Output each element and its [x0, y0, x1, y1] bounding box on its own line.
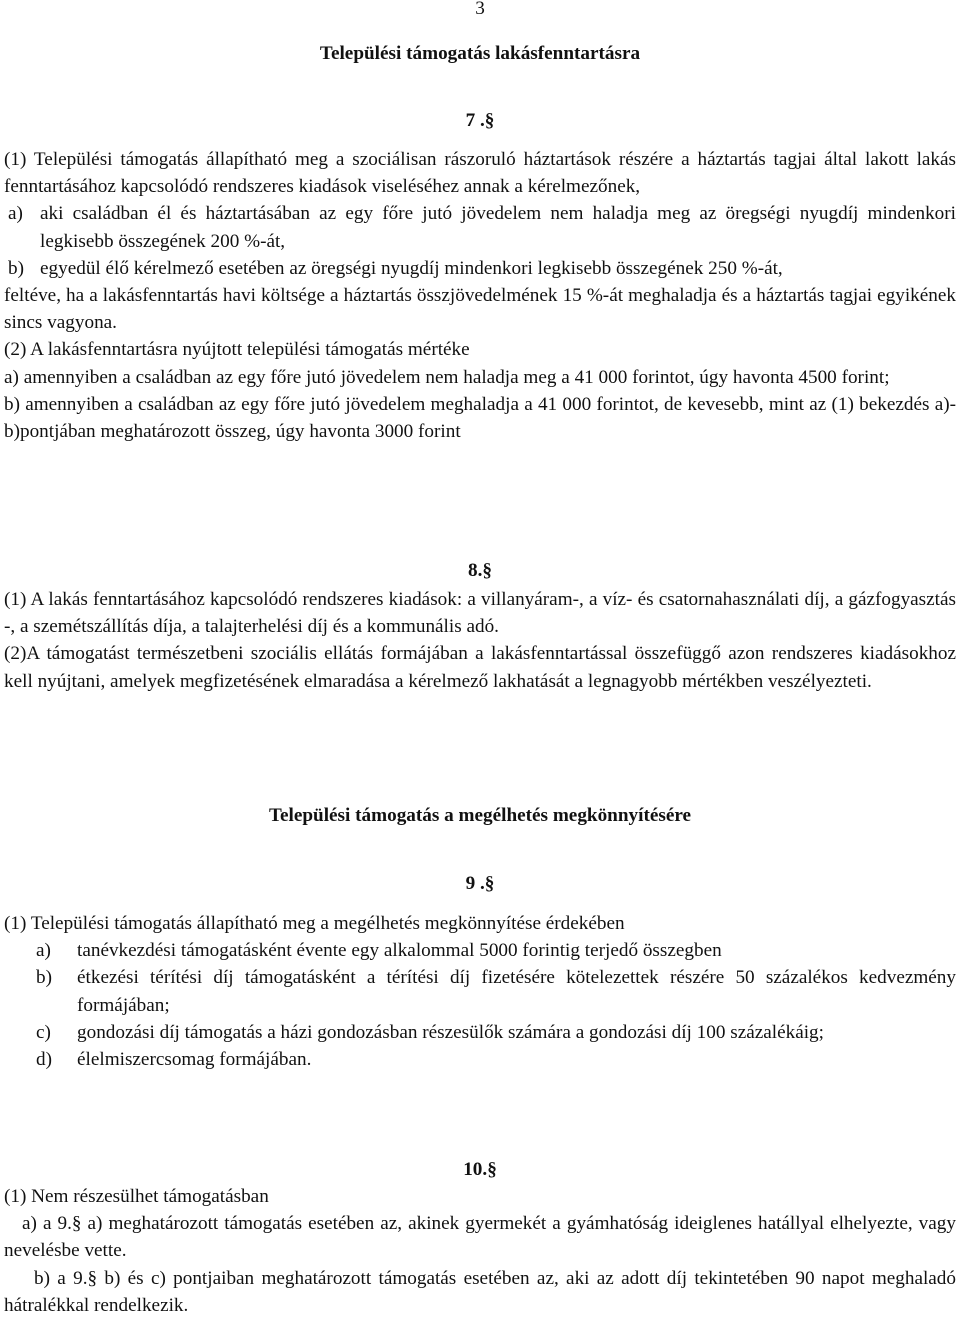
item-label: c) [36, 1021, 51, 1043]
item-text: tanévkezdési támogatásként évente egy alkalommal 5000 forintig terjedő összegben [77, 940, 722, 962]
item-label: a) [36, 940, 51, 962]
item-label: b) [36, 967, 52, 989]
item-text: gondozási díj támogatás a házi gondozásban részesülők számára a gondozási díj 100 százalékáig; [77, 1021, 824, 1043]
paragraph-9-item-a [4, 937, 956, 964]
paragraph-7-item-a [4, 200, 956, 254]
paragraph-7-heading: 7 .§ [465, 110, 495, 131]
paragraph-8-clause-2: (2)A támogatást természetbeni szociális ellátás formájában a lakásfenntartással összefüggő azon rendszeres kiadásokhoz kell nyújtani, amelyek megfizetésének elmaradása a kérelmező lakhatását a legnagyobb mértékben veszélyezteti. [4, 643, 956, 692]
paragraph-9-item-d [4, 1046, 956, 1073]
paragraph-7-clause-2a: a) amennyiben a családban az egy főre jutó jövedelem nem haladja meg a 41 000 forintot, úgy havonta 4500 forint; [4, 366, 890, 388]
paragraph-9-body [4, 910, 956, 1073]
paragraph-8-clause-1: (1) A lakás fenntartásához kapcsolódó rendszeres kiadások: a villanyáram-, a víz- és csatornahasználati díj, a gázfogyasztás -, a szemétszállítás díja, a talajterhelési díj és a kommunális adó. [4, 589, 956, 638]
item-label: d) [36, 1049, 52, 1071]
paragraph-7-clause-2b: b) amennyiben a családban az egy főre jutó jövedelem meghaladja a 41 000 forintot, de kevesebb, mint az (1) bekezdés a)-b)pontjában meghatározott összeg, úgy havonta 3000 forint [4, 393, 956, 443]
paragraph-8-heading: 8.§ [468, 560, 492, 581]
paragraph-7-clause-2: (2) A lakásfenntartásra nyújtott települési támogatás mértéke [4, 339, 470, 361]
paragraph-8-body [4, 586, 956, 695]
paragraph-10-body [4, 1183, 956, 1319]
paragraph-9-item-b [4, 964, 956, 1018]
item-text: aki családban él és háztartásában az egy főre jutó jövedelem nem haladja meg az öregségi nyugdíj mindenkori legkisebb összegének 200 %-át, [40, 203, 956, 252]
paragraph-10-heading: 10.§ [463, 1159, 497, 1180]
item-text: élelmiszercsomag formájában. [77, 1049, 312, 1071]
page-number: 3 [475, 0, 485, 19]
paragraph-9-clause-1: (1) Települési támogatás állapítható meg a megélhetés megkönnyítése érdekében [4, 913, 625, 934]
paragraph-7-condition: feltéve, ha a lakásfenntartás havi költsége a háztartás összjövedelmének 15 %-át meghaladja és a háztartás tagjai egyikének sincs vagyona. [4, 285, 956, 334]
paragraph-10-item-b: b) a 9.§ b) és c) pontjaiban meghatározott támogatás esetében az, aki az adott díj tekintetében 90 napot meghaladó hátralékkal rendelkezik. [4, 1267, 956, 1316]
section-title-housing: Települési támogatás lakásfenntartásra [319, 43, 641, 64]
paragraph-10-item-a: a) a 9.§ a) meghatározott támogatás esetében az, akinek gyermekét a gyámhatóság ideiglenes hatállyal elhelyezte, vagy nevelésbe vette. [4, 1213, 956, 1262]
item-label: b) [8, 257, 24, 279]
paragraph-10-clause-1: (1) Nem részesülhet támogatásban [4, 1186, 269, 1207]
item-label: a) [8, 203, 23, 225]
paragraph-9-heading: 9 .§ [465, 873, 495, 894]
paragraph-7-clause-1: (1) Települési támogatás állapítható meg a szociálisan rászoruló háztartások részére a háztartás tagjai által lakott lakás fenntartásához kapcsolódó rendszeres kiadások viseléséhez annak a kérelmezőnek, [4, 149, 956, 198]
paragraph-7-item-b [4, 255, 956, 282]
section-title-living: Települési támogatás a megélhetés megkönnyítésére [268, 805, 692, 826]
item-text: egyedül élő kérelmező esetében az öregségi nyugdíj mindenkori legkisebb összegének 250 %-át, [40, 257, 783, 279]
paragraph-7-body [4, 146, 956, 445]
item-text: étkezési térítési díj támogatásként a térítési díj fizetésére kötelezettek részére 50 százalékos kedvezmény formájában; [77, 967, 956, 1016]
paragraph-9-item-c [4, 1019, 956, 1046]
